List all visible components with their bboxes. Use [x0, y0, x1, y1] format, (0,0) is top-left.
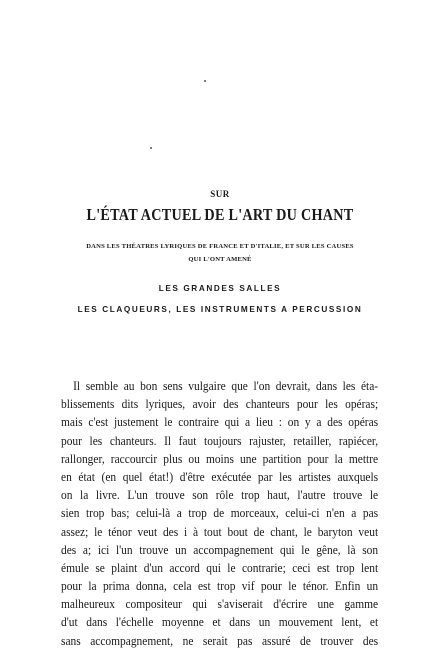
- text-line: assez; le ténor veut des i à tout bout de chant, le baryton veut: [61, 524, 379, 539]
- text-line: des a; ici l'un trouve un accompagnement qui le gêne, là son: [61, 542, 379, 557]
- chapter-subtitle: [0, 240, 440, 266]
- text-line: blissements dits lyriques, avoir des chanteurs pour les opéras;: [61, 397, 379, 412]
- text-line: Il semble au bon sens vulgaire que l'on devrait, dans les éta-: [73, 379, 379, 393]
- text-line: pour la prima donna, cela est trop vif pour le ténor. Enfin un: [61, 579, 379, 594]
- subtitle-line: DANS LES THÉATRES LYRIQUES DE FRANCE ET D'ITALIE, ET SUR LES CAUSES: [86, 243, 354, 250]
- text-line: malheureux compositeur qui s'aviserait d'écrire une gamme: [61, 597, 379, 612]
- subtitle-line: QUI L'ONT AMENÉ: [188, 256, 252, 263]
- text-line: d'ut dans l'échelle moyenne et dans un mouvement lent, et: [61, 615, 379, 630]
- text-line: sien trop bas; celui-là a trop de morceaux, celui-ci n'en a pas: [61, 506, 379, 521]
- text-line: on la livre. L'un trouve son rôle trop haut, l'autre trouve le: [61, 488, 379, 503]
- section-heading: LES CLAQUEURS, LES INSTRUMENTS A PERCUSSION: [77, 305, 363, 314]
- ink-speck: [204, 80, 206, 82]
- chapter-title: L'ÉTAT ACTUEL DE L'ART DU CHANT: [86, 205, 354, 224]
- heading-sur: SUR: [210, 189, 230, 199]
- text-line: en état (en quel état!) d'être exécutée par les artistes auxquels: [61, 469, 379, 484]
- ink-speck: [150, 147, 152, 149]
- text-line: pour les chanteurs. Il faut toujours rajuster, retailler, rapiécer,: [61, 433, 379, 448]
- text-line: mais c'est justement le contraire qui a lieu : on y a des opéras: [61, 415, 379, 430]
- body-paragraph: [61, 377, 378, 650]
- text-line: émule se plaint d'un accord qui le contrarie; ceci est trop lent: [61, 560, 379, 575]
- text-line: sans accompagnement, ne serait pas assuré de trouver des: [61, 633, 379, 648]
- section-heading: LES GRANDES SALLES: [158, 284, 282, 293]
- text-line: rallonger, raccourcir plus ou moins une partition pour la mettre: [61, 451, 379, 466]
